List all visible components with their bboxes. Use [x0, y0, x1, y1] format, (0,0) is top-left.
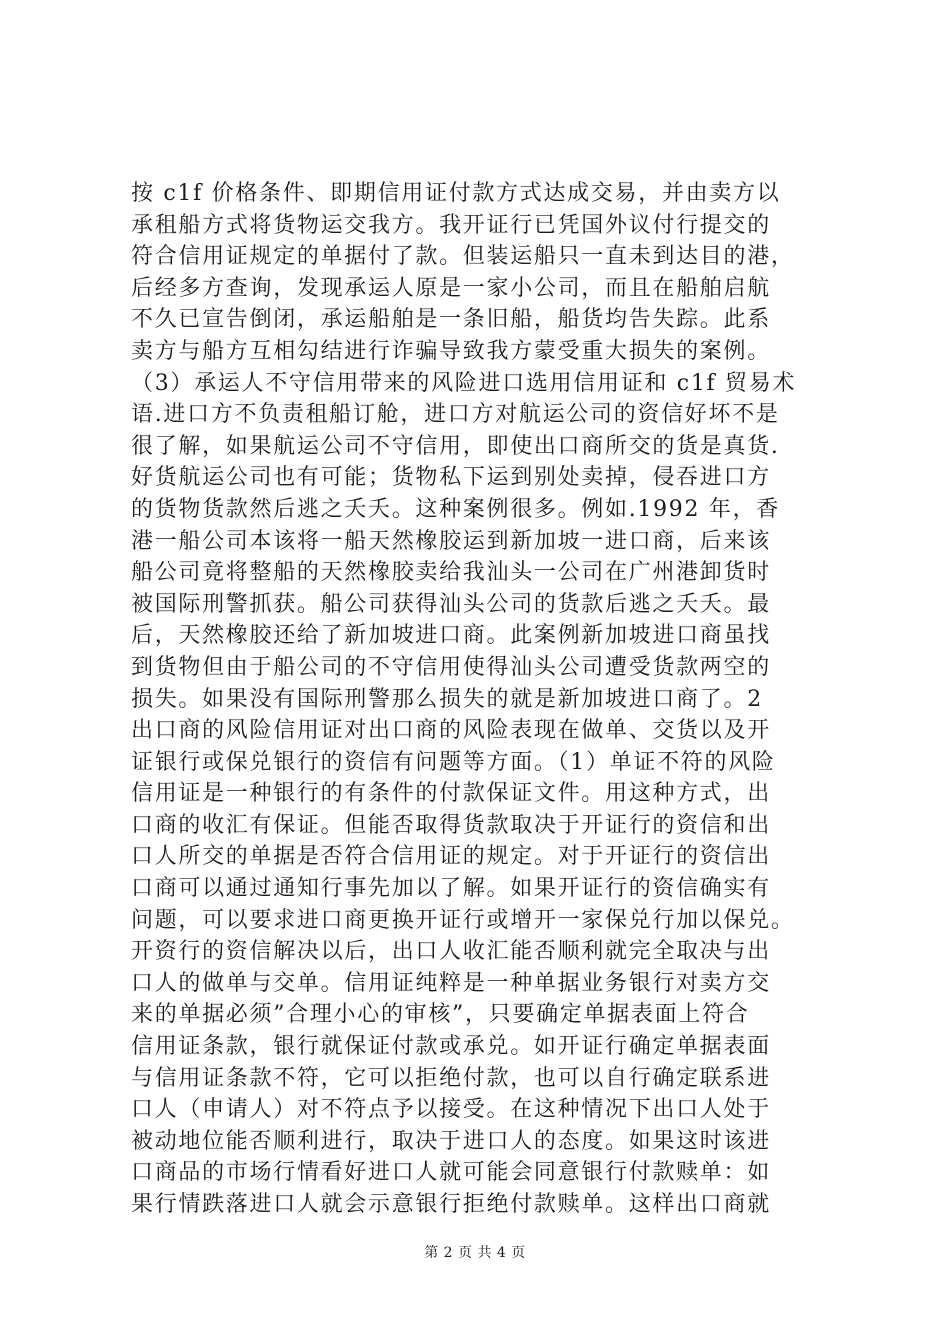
text-line: 口人的做单与交单。信用证纯粹是一种单据业务银行对卖方交: [131, 970, 771, 996]
text-line: 符合信用证规定的单据付了款。但装运船只一直未到达目的港，: [131, 244, 795, 270]
text-line: 口人（申请人）对不符点予以接受。在这种情况下出口人处于: [131, 1097, 771, 1123]
text-line: 信用证是一种银行的有条件的付款保证文件。用这种方式，出: [131, 781, 771, 807]
text-line: 口商品的市场行情看好进口人就可能会同意银行付款赎单：如: [131, 1160, 771, 1186]
text-line: 证银行或保兑银行的资信有问题等方面。（1）单证不符的风险: [131, 749, 776, 775]
text-line: 按 c1f 价格条件、即期信用证付款方式达成交易，并由卖方以: [131, 181, 781, 206]
text-line: 信用证条款，银行就保证付款或承兑。如开证行确定单据表面: [131, 1034, 771, 1060]
text-line: （3）承运人不守信用带来的风险进口选用信用证和 c1f 贸易术: [131, 370, 797, 396]
text-line: 后，天然橡胶还给了新加坡进口商。此案例新加坡进口商虽找: [131, 623, 771, 649]
text-line: 来的单据必须”合理小心的审核”，只要确定单据表面上符合: [131, 1002, 750, 1028]
text-line: 口商的收汇有保证。但能否取得货款取决于开证行的资信和出: [131, 812, 771, 838]
text-line: 船公司竟将整船的天然橡胶卖给我汕头一公司在广州港卸货时: [131, 560, 771, 586]
text-line: 港一船公司本该将一船天然橡胶运到新加坡一进口商，后来该: [131, 528, 771, 554]
text-line: 语.进口方不负责租船订舱，进口方对航运公司的资信好坏不是: [131, 402, 780, 428]
text-line: 承租船方式将货物运交我方。我开证行已凭国外议付行提交的: [131, 212, 771, 238]
text-line: 很了解，如果航运公司不守信用，即使出口商所交的货是真货.: [131, 433, 780, 459]
text-line: 果行情跌落进口人就会示意银行拒绝付款赎单。这样出口商就: [131, 1192, 771, 1217]
text-line: 被动地位能否顺利进行，取决于进口人的态度。如果这时该进: [131, 1128, 771, 1154]
page-footer: [0, 1242, 950, 1262]
text-line: 的货物货款然后逃之夭夭。这种案例很多。例如.1992 年，香: [131, 496, 780, 522]
text-line: 出口商的风险信用证对出口商的风险表现在做单、交货以及开: [131, 718, 771, 744]
text-line: 卖方与船方互相勾结进行诈骗导致我方蒙受重大损失的案例。: [131, 338, 771, 364]
page-indicator: 第 2 页 共 4 页: [424, 1245, 526, 1261]
text-line: 开资行的资信解决以后，出口人收汇能否顺利就完全取决与出: [131, 939, 771, 965]
text-line: 口商可以通过通知行事先加以了解。如果开证行的资信确实有: [131, 876, 771, 902]
text-line: 与信用证条款不符，它可以拒绝付款，也可以自行确定联系进: [131, 1065, 771, 1091]
text-line: 问题，可以要求进口商更换开证行或增开一家保兑行加以保兑。: [131, 907, 795, 933]
text-line: 到货物但由于船公司的不守信用使得汕头公司遭受货款两空的: [131, 654, 771, 680]
text-line: 不久已宣告倒闭，承运船舶是一条旧船，船货均告失踪。此系: [131, 307, 771, 333]
body-text: [131, 178, 831, 1221]
text-line: 被国际刑警抓获。船公司获得汕头公司的货款后逃之夭夭。最: [131, 591, 771, 617]
text-line: 损失。如果没有国际刑警那么损失的就是新加坡进口商了。2: [131, 686, 763, 712]
text-line: 好货航运公司也有可能；货物私下运到别处卖掉，侵吞进口方: [131, 465, 771, 491]
text-line: 后经多方查询，发现承运人原是一家小公司，而且在船舶启航: [131, 275, 771, 301]
text-line: 口人所交的单据是否符合信用证的规定。对于开证行的资信出: [131, 844, 771, 870]
